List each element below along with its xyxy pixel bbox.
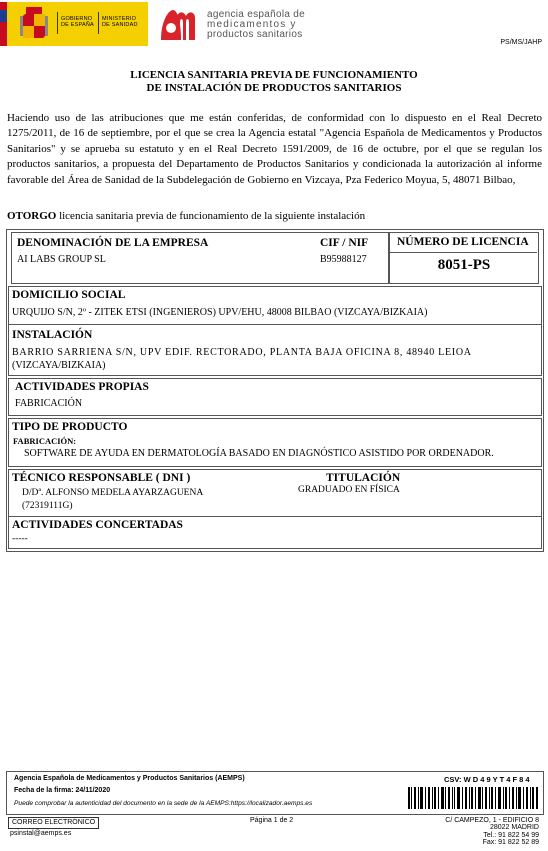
instalacion-value-line1: BARRIO SARRIENA S/N, UPV EDIF. RECTORADO, PLANTA BAJA OFICINA 8, 48940 LEIOA	[12, 347, 472, 358]
ministry-line2: DE SANIDAD	[102, 22, 138, 28]
actividades-label: ACTIVIDADES PROPIAS	[15, 381, 149, 393]
cif-label: CIF / NIF	[320, 237, 369, 249]
tipo-value: SOFTWARE DE AYUDA EN DERMATOLOGÍA BASADO EN DIAGNÓSTICO ASISTIDO POR ORDENADOR.	[24, 448, 494, 459]
agency-line2: medicamentos y	[207, 19, 297, 30]
gov-line2: DE ESPAÑA	[61, 22, 94, 28]
otorgo-keyword: OTORGO	[7, 210, 57, 222]
actividades-value: FABRICACIÓN	[15, 398, 83, 409]
agency-line1: agencia española de	[207, 9, 305, 20]
concertadas-value: -----	[12, 534, 28, 544]
domicilio-value: URQUIJO S/N, 2º - ZITEK ETSI (INGENIEROS) UPV/EHU, 48008 BILBAO (VIZCAYA/BIZKAIA)	[12, 307, 428, 318]
separator	[98, 12, 99, 34]
page-indicator: Página 1 de 2	[250, 817, 294, 824]
separator	[57, 12, 58, 34]
correo-link[interactable]: psinstal@aemps.es	[10, 830, 72, 837]
tipo-sublabel: FABRICACIÓN:	[13, 436, 77, 446]
agency-address	[445, 817, 539, 847]
title-line1: LICENCIA SANITARIA PREVIA DE FUNCIONAMIENTO	[130, 69, 418, 81]
address-line1: C/ CAMPEZO, 1 - EDIFICIO 8	[445, 817, 539, 824]
telephone: Tel.: 91 822 54 99	[483, 831, 539, 839]
csv-code: CSV: W D 4 9 Y T 4 F 8 4	[444, 775, 530, 784]
footer-agency: Agencia Española de Medicamentos y Productos Sanitarios (AEMPS)	[14, 775, 245, 782]
empresa-value: AI LABS GROUP SL	[17, 254, 106, 265]
divider	[389, 252, 537, 253]
licencia-number: 8051-PS	[437, 257, 491, 273]
tipo-label: TIPO DE PRODUCTO	[12, 421, 128, 433]
ministerio-label	[102, 16, 138, 28]
correo-label: CORREO ELECTRÓNICO	[8, 817, 99, 829]
verification-note: Puede comprobar la autenticidad del documento en la sede de la AEMPS:https://localizador.aemps.es	[14, 800, 313, 807]
address-line2: 28022 MADRID	[489, 824, 539, 832]
titulacion-label: TITULACIÓN	[326, 472, 401, 484]
licencia-label: NÚMERO DE LICENCIA	[397, 236, 529, 248]
instalacion-value-line2: (VIZCAYA/BIZKAIA)	[12, 360, 106, 371]
divider	[8, 324, 542, 325]
titulacion-value: GRADUADO EN FÍSICA	[298, 485, 400, 495]
tecnico-value-line1: D/Dª. ALFONSO MEDELA AYARZAGUENA	[22, 488, 204, 498]
domicilio-label: DOMICILIO SOCIAL	[12, 289, 126, 301]
instalacion-label: INSTALACIÓN	[12, 329, 93, 341]
document-title	[0, 69, 548, 95]
empresa-label: DENOMINACIÓN DE LA EMPRESA	[17, 237, 209, 249]
tecnico-label: TÉCNICO RESPONSABLE ( DNI )	[12, 472, 191, 484]
signature-date: Fecha de la firma: 24/11/2020	[14, 787, 111, 794]
eu-flag-icon	[0, 10, 7, 22]
flag-stripe	[0, 2, 7, 46]
coat-of-arms-icon	[20, 6, 48, 42]
cif-value: B95988127	[320, 254, 367, 265]
aemps-logo-icon	[159, 6, 203, 42]
gov-line1: GOBIERNO	[61, 16, 93, 22]
tecnico-value-line2: (72319111G)	[22, 501, 73, 511]
concertadas-label: ACTIVIDADES CONCERTADAS	[12, 519, 183, 531]
document-reference: PS/MS/JAHP	[500, 39, 542, 46]
otorgo-text: licencia sanitaria previa de funcionamiento de la siguiente instalación	[56, 210, 366, 222]
intro-paragraph: Haciendo uso de las atribuciones que me están conferidas, de conformidad con lo dispuesto en el Real Decreto 1275/2011, de 16 de septiembre, por el que se crea la Agencia estatal "Agencia Española de Medicamentos y Productos Sanitarios" y se aprueba su estatuto y en el Real Decreto 1591/2009, de 16 de octubre, por el que se regulan los productos sanitarios, a propuesta del Departamento de Productos Sanitarios y condicionada la autorización al informe favorable del Área de Sanidad de la Subdelegación de Gobierno en Vizcaya, Pza Federico Moyua, 5, 48071 Bilbao,	[7, 112, 542, 186]
title-line2: DE INSTALACIÓN DE PRODUCTOS SANITARIOS	[146, 82, 402, 94]
otorgo-statement	[7, 210, 365, 222]
ministry-line1: MINISTERIO	[102, 16, 137, 22]
aemps-name	[207, 10, 305, 40]
agency-line3: productos sanitarios	[207, 29, 303, 40]
barcode-icon	[408, 787, 538, 809]
gobierno-label	[61, 16, 94, 28]
fax: Fax: 91 822 52 89	[482, 839, 539, 847]
